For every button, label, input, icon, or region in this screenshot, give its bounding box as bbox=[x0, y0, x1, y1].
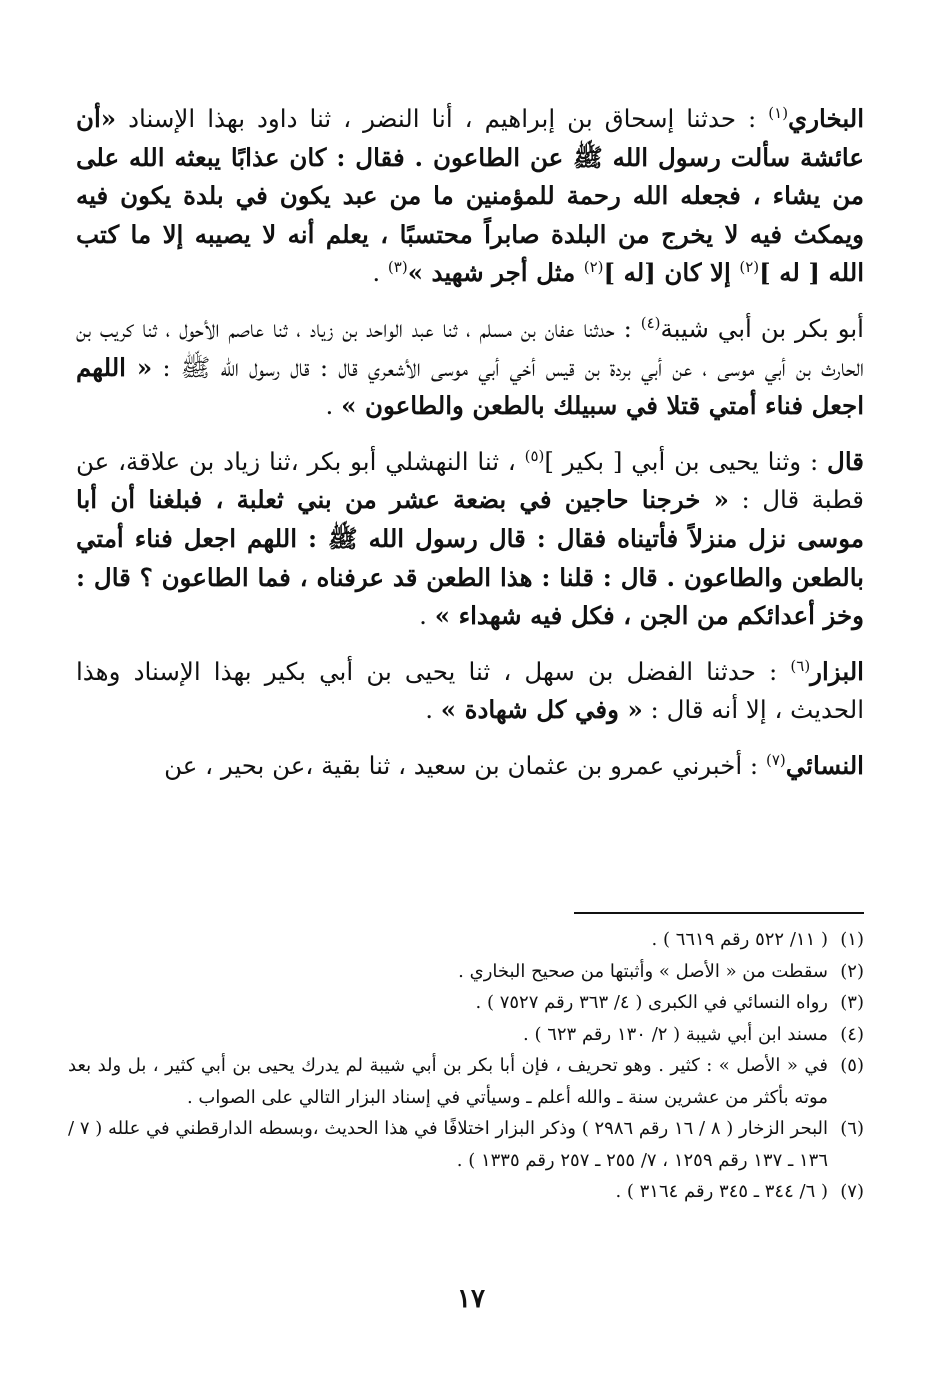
footnote-ref: (٢) bbox=[739, 258, 760, 277]
footnote-ref: (٥) bbox=[524, 446, 545, 465]
isnad-text: : حدثنا الفضل بن سهل ، ثنا يحيى بن أبي بكير بهذا الإسناد وهذا الحديث ، إلا أنه قال : bbox=[76, 656, 864, 725]
footnote-text: سقطت من « الأصل » وأثبتها من صحيح البخاري . bbox=[458, 960, 828, 982]
footnote-item bbox=[68, 1050, 864, 1113]
isnad-text: : وثنا يحيى بن أبي [ بكير ] bbox=[544, 446, 828, 476]
source-name: النسائي bbox=[785, 750, 864, 780]
hadith-text: إلا كان [له ] bbox=[603, 258, 740, 288]
footnote-ref: (٧) bbox=[765, 750, 786, 769]
footnote-separator bbox=[574, 912, 864, 914]
isnad-text: : حدثنا إسحاق بن إبراهيم ، أنا النضر ، ثنا داود بهذا الإسناد bbox=[116, 104, 769, 133]
footnote-item bbox=[68, 1176, 864, 1208]
footnote-item bbox=[68, 987, 864, 1019]
footnote-number: (٧) bbox=[840, 1181, 864, 1202]
punctuation: . bbox=[419, 601, 435, 631]
footnote-number: (٦) bbox=[840, 1118, 864, 1139]
footnote-text: مسند ابن أبي شيبة ( ٢/ ١٣٠ رقم ٦٢٣ ) . bbox=[523, 1023, 828, 1045]
footnote-number: (٤) bbox=[840, 1023, 864, 1045]
footnote-number: (٣) bbox=[840, 992, 864, 1013]
footnote-item bbox=[68, 956, 864, 988]
hadith-text: « اللهم اجعل فناء أمتي قتلا في سبيلك بالطعن والطاعون » bbox=[76, 352, 864, 421]
footnotes bbox=[68, 924, 864, 1208]
footnote-ref: (٦) bbox=[790, 656, 811, 675]
footnote-text: في « الأصل » : كثير . وهو تحريف ، فإن أبا بكر بن أبي شيبة لم يدرك يحيى بن أبي كثير ، بل ولد بعد موته بأكثر من عشرين سنة ـ والله أعلم ـ وسيأتي في إسناد البزار التالي على الصواب . bbox=[68, 1055, 828, 1108]
source-name: قال bbox=[827, 446, 865, 476]
hadith-text: «أن عائشة سألت رسول الله ﷺ عن الطاعون . فقال : كان عذابًا يبعثه الله على من يشاء ، فجعله الله رحمة للمؤمنين ما من عبد يكون في بلدة يكون فيه ويمكث فيه لا يخرج من البلدة صابراً محتسبًا ، يعلم أنه لا يصيبه إلا ما كتب الله [ له ] bbox=[76, 104, 864, 288]
footnote-item bbox=[68, 1019, 864, 1051]
isnad-text: : حدثنا عفان بن مسلم ، ثنا عبد الواحد بن زياد ، ثنا عاصم الأحول ، ثنا كريب بن الحارث بن أبي موسى ، عن أبي بردة بن قيس أخي أبي موسى الأشعري قال : قال رسول الله ﷺ : bbox=[76, 313, 864, 382]
paragraph-bazzar bbox=[76, 653, 864, 730]
hadith-text: « خرجنا حاجين في بضعة عشر من بني ثعلبة ، فبلغنا أن أبا موسى نزل منزلاً فأتيناه فقال : قال رسول الله ﷺ : اللهم اجعل فناء أمتي بالطعن والطاعون . قال : قلنا : هذا الطعن قد عرفناه ، فما الطاعون ؟ قال : وخز أعدائكم من الجن ، فكل فيه شهداء » bbox=[76, 485, 864, 631]
footnote-ref: (١) bbox=[768, 103, 789, 122]
footnote-item bbox=[68, 924, 864, 956]
hadith-text: مثل أجر شهيد » bbox=[407, 258, 584, 288]
footnote-number: (١) bbox=[840, 929, 864, 950]
main-text bbox=[76, 100, 864, 803]
isnad-text: ، ثنا النهشلي أبو بكر ،ثنا زياد بن علاقة، عن قطبة قال : bbox=[76, 446, 864, 515]
footnote-text: ( ١١/ ٥٢٢ رقم ٦٦١٩ ) . bbox=[651, 929, 828, 950]
paragraph-ibn-abi-shaybah bbox=[76, 310, 864, 426]
source-name: أبو بكر بن أبي شيبة bbox=[660, 313, 864, 343]
footnote-text: رواه النسائي في الكبرى ( ٤/ ٣٦٣ رقم ٧٥٢٧ ) . bbox=[475, 992, 828, 1013]
isnad-text: : أخبرني عمرو بن عثمان بن سعيد ، ثنا بقية ،عن بحير ، عن bbox=[164, 750, 766, 780]
punctuation: . bbox=[325, 391, 342, 421]
punctuation: . bbox=[372, 258, 388, 288]
source-name: البخاري bbox=[788, 104, 864, 133]
footnote-ref: (٤) bbox=[640, 313, 661, 332]
punctuation: . bbox=[425, 695, 441, 725]
paragraph-qala bbox=[76, 443, 864, 636]
page-number: ١٧ bbox=[457, 1284, 485, 1314]
paragraph-nasai bbox=[76, 747, 864, 786]
footnote-text: البحر الزخار ( ٨ / ١٦ رقم ٢٩٨٦ ) وذكر البزار اختلافًا في هذا الحديث ،وبسطه الدارقطني في علله ( ٧ / ١٣٦ ـ ١٣٧ رقم ١٢٥٩ ، ٧/ ٢٥٥ ـ ٢٥٧ رقم ١٣٣٥ ) . bbox=[68, 1118, 828, 1171]
footnote-number: (٢) bbox=[840, 960, 864, 982]
footnote-number: (٥) bbox=[840, 1055, 864, 1076]
paragraph-bukhari bbox=[76, 100, 864, 293]
footnote-text: ( ٦/ ٣٤٤ ـ ٣٤٥ رقم ٣١٦٤ ) . bbox=[615, 1181, 828, 1202]
footnote-ref: (٢) bbox=[583, 258, 604, 277]
source-name: البزار bbox=[810, 656, 864, 686]
footnote-ref: (٣) bbox=[387, 258, 408, 277]
footnote-item bbox=[68, 1113, 864, 1176]
hadith-text: « وفي كل شهادة » bbox=[440, 695, 643, 725]
